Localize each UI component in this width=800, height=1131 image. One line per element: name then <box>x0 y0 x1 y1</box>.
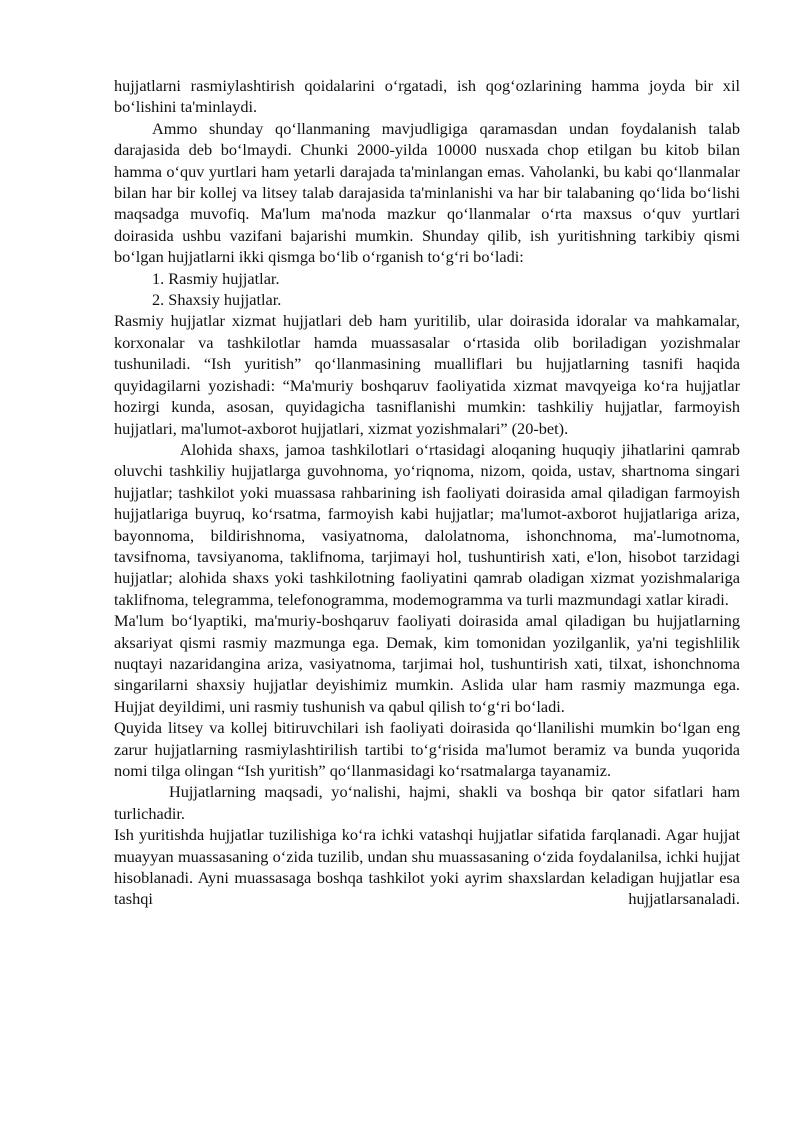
paragraph-continuation: hujjatlarni rasmiylashtirish qoidalarini o‘rgatadi, ish qog‘ozlarining hamma joyda bir xil bo‘lishini ta'minlaydi. <box>114 76 740 117</box>
paragraph-official-content: Ma'lum bo‘lyaptiki, ma'muriy-boshqaruv faoliyati doirasida amal qiladigan bu hujjatlarning aksariyat qismi rasmiy mazmunga ega. Demak, kim tomonidan yozilganlik, ya'ni tegishlilik nuqtayi nazaridangina ariza, vasiyatnoma, tarjimai hol, tushuntirish xati, tilxat, ishonchnoma singarilarni shaxsiy hujjatlar deyishimiz mumkin. Aslida ular ham rasmiy mazmunga ega. Hujjat deyildimi, uni rasmiy tushunish va qabul qilish to‘g‘ri bo‘ladi. <box>114 611 740 716</box>
document-page <box>114 75 740 910</box>
paragraph-manual-usage: Ammo shunday qo‘llanmaning mavjudligiga qaramasdan undan foydalanish talab darajasida deb bo‘lmaydi. Chunki 2000-yilda 10000 nusxada chop etilgan bu kitob bilan hamma o‘quv yurtlari ham yetarli darajada ta'minlangan emas. Vaholanki, bu kabi qo‘llanmalar bilan har bir kollej va litsey talab darajasida ta'minlanishi va har bir talabaning qo‘lida bo‘lishi maqsadga muvofiq. Ma'lum ma'noda mazkur qo‘llanmalar o‘rta maxsus o‘quv yurtlari doirasida ushbu vazifani bajarishi mumkin. Shunday qilib, ish yuritishning tarkibiy qismi bo‘lgan hujjatlarni ikki qismga bo‘lib o‘rganish to‘g‘ri bo‘ladi: <box>114 118 740 267</box>
paragraph-graduates: Quyida litsey va kollej bitiruvchilari ish faoliyati doirasida qo‘llanilishi mumkin bo‘lgan eng zarur hujjatlarning rasmiylashtirilish tartibi to‘g‘risida ma'lumot beramiz va bunda yuqorida nomi tilga olingan “Ish yuritish” qo‘llanmasidagi ko‘rsatmalarga tayanamiz. <box>114 718 740 780</box>
list-item-personal-documents: 2. Shaxsiy hujjatlar. <box>152 290 282 310</box>
paragraph-internal-external: Ish yuritishda hujjatlar tuzilishiga ko‘ra ichki vatashqi hujjatlar sifatida farqlanadi. Agar hujjat muayyan muassasaning o‘zida tuzilib, undan shu muassasaning o‘zida foydalanilsa, ichki hujjat hisoblanadi. Ayni muassasaga boshqa tashkilot yoki ayrim shaxslardan keladigan hujjatlar esa tashqi hujjatlarsanaladi. <box>114 825 740 909</box>
list-item-official-documents: 1. Rasmiy hujjatlar. <box>152 268 280 288</box>
paragraph-document-types: Alohida shaxs, jamoa tashkilotlari o‘rtasidagi aloqaning huquqiy jihatlarini qamrab oluvchi tashkiliy hujjatlarga guvohnoma, yo‘riqnoma, nizom, qoida, ustav, shartnoma singari hujjatlar; tashkilot yoki muassasa rahbarining ish faoliyati doirasida amal qiladigan farmoyish hujjatlariga buyruq, ko‘rsatma, farmoyish kabi hujjatlar; ma'lumot-axborot hujjatlariga ariza, bayonnoma, bildirishnoma, vasiyatnoma, dalolatnoma, ishonchnoma, ma'-lumotnoma, tavsifnoma, tavsiyanoma, taklifnoma, tarjimayi hol, tushuntirish xati, e'lon, hisobot tarzidagi hujjatlar; alohida shaxs yoki tashkilotning faoliyatini qamrab oladigan xizmat yozishmalariga taklifnoma, telegramma, telefonogramma, modemogramma va turli mazmundagi xatlar kiradi. <box>114 439 740 609</box>
paragraph-document-qualities: Hujjatlarning maqsadi, yo‘nalishi, hajmi, shakli va boshqa bir qator sifatlari ham turlichadir. <box>114 782 740 823</box>
paragraph-official-documents: Rasmiy hujjatlar xizmat hujjatlari deb ham yuritilib, ular doirasida idoralar va mahkamalar, korxonalar va tashkilotlar hamda muassasalar o‘rtasida olib boriladigan yozishmalar tushuniladi. “Ish yuritish” qo‘llanmasining mualliflari bu hujjatlarning tasnifi haqida quyidagilarni yozishadi: “Ma'muriy boshqaruv faoliyatida xizmat mavqyeiga ko‘ra hujjatlar hozirgi kunda, asosan, quyidagicha tasniflanishi mumkin: tashkiliy hujjatlar, farmoyish hujjatlari, ma'lumot-axborot hujjatlari, xizmat yozishmalari” (20-bet). <box>114 311 740 438</box>
